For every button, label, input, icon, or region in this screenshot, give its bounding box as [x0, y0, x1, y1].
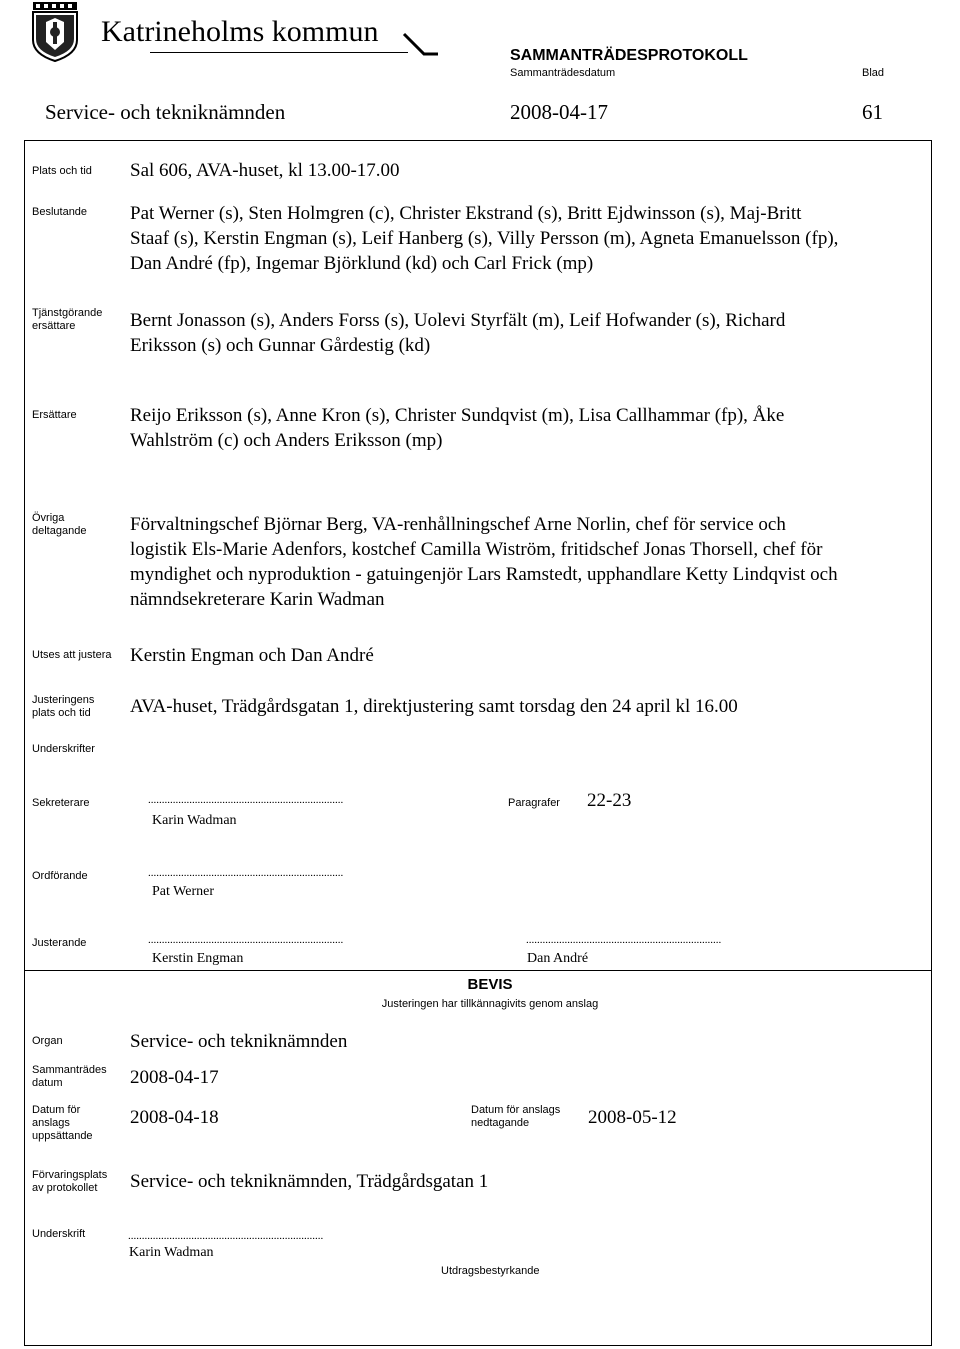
municipality-logo-text: Katrineholms kommun: [101, 15, 379, 48]
participant-line: myndighet och nyproduktion - gatuingenjör Lars Ramstedt, upphandlare Ketty Lindqvist och: [130, 564, 838, 585]
label-line: Datum för: [32, 1104, 81, 1116]
adjuster1-signature-line: .......................................................................: [148, 934, 344, 946]
substitute-line: Eriksson (s) och Gunnar Gårdestig (kd): [130, 335, 431, 356]
posted-date-value: 2008-04-18: [130, 1107, 219, 1128]
signatures-label: Underskrifter: [32, 743, 95, 755]
label-line: deltagande: [32, 525, 87, 537]
storage-value: Service- och tekniknämnden, Trädgårdsgatan 1: [130, 1171, 489, 1192]
chair-name: Pat Werner: [152, 884, 214, 899]
substitute-line: Wahlström (c) och Anders Eriksson (mp): [130, 430, 443, 451]
deciding-members: [130, 201, 838, 276]
label-line: av protokollet: [32, 1182, 98, 1194]
logo-swoosh-icon: [402, 32, 442, 58]
substitute-line: Bernt Jonasson (s), Anders Forss (s), Uolevi Styrfält (m), Leif Hofwander (s), Richard: [130, 310, 786, 331]
certificate-divider: [24, 970, 932, 971]
paragraphs-label: Paragrafer: [508, 797, 560, 809]
label-line: anslags: [32, 1117, 70, 1129]
label-line: ersättare: [32, 320, 76, 332]
organ-value: Service- och tekniknämnden: [130, 1031, 348, 1052]
label-line: nedtagande: [471, 1117, 530, 1129]
substitutes: [130, 403, 784, 453]
adjusters-value: Kerstin Engman och Dan André: [130, 645, 374, 666]
others-label: [32, 512, 86, 538]
adjuster2-signature-line: .......................................................................: [526, 934, 722, 946]
page-number: 61: [862, 100, 883, 124]
signature-label: Underskrift: [32, 1228, 86, 1240]
date-label: Sammanträdesdatum: [510, 67, 616, 79]
certificate-signature-line: .......................................................................: [128, 1230, 324, 1242]
adjuster-label: Justerande: [32, 937, 87, 949]
adjusters-label: Utses att justera: [32, 649, 112, 661]
substitute-line: Reijo Eriksson (s), Anne Kron (s), Christer Sundqvist (m), Lisa Callhammar (fp), Åke: [130, 405, 785, 426]
logo-underline: [150, 52, 408, 53]
place-value: Sal 606, AVA-huset, kl 13.00-17.00: [130, 160, 400, 181]
deciding-line: Staaf (s), Kerstin Engman (s), Leif Hanberg (s), Villy Persson (m), Agneta Emanuelsson (fp),: [130, 228, 839, 249]
adjuster1-name: Kerstin Engman: [152, 951, 244, 966]
storage-label: [32, 1169, 107, 1195]
label-line: Sammanträdes: [32, 1064, 107, 1076]
certificate-subtitle: Justeringen har tillkännagivits genom anslag: [381, 998, 599, 1010]
label-line: plats och tid: [32, 707, 91, 719]
substitutes-label: Ersättare: [32, 409, 77, 421]
page-label: Blad: [862, 67, 885, 79]
participant-line: nämndsekreterare Karin Wadman: [130, 589, 385, 610]
chair-label: Ordförande: [32, 870, 88, 882]
meeting-date: 2008-04-17: [510, 100, 608, 124]
certificate-signer-name: Karin Wadman: [129, 1245, 214, 1260]
removed-date-label: [471, 1104, 560, 1130]
serving-substitutes: [130, 308, 785, 358]
certificate-title: BEVIS: [467, 976, 513, 993]
label-line: datum: [32, 1077, 63, 1089]
paragraphs-value: 22-23: [587, 790, 632, 811]
deciding-line: Pat Werner (s), Sten Holmgren (c), Christer Ekstrand (s), Britt Ejdwinsson (s), Maj-Britt: [130, 203, 802, 224]
secretary-name: Karin Wadman: [152, 813, 237, 828]
other-participants: [130, 512, 838, 612]
municipality-coat-of-arms-icon: [30, 2, 80, 62]
label-line: Förvaringsplats: [32, 1169, 108, 1181]
place-label: Plats och tid: [32, 165, 92, 177]
chair-signature-line: .......................................................................: [148, 867, 344, 879]
deciding-label: Beslutande: [32, 206, 88, 218]
participant-line: Förvaltningschef Björnar Berg, VA-renhållningschef Arne Norlin, chef för service och: [130, 514, 786, 535]
label-line: Övriga: [32, 512, 65, 524]
adjust-place-label: [32, 694, 94, 720]
deciding-line: Dan André (fp), Ingemar Björklund (kd) och Carl Frick (mp): [130, 253, 594, 274]
label-line: uppsättande: [32, 1130, 93, 1142]
label-line: Justeringens: [32, 694, 95, 706]
committee-name: Service- och tekniknämnden: [45, 100, 286, 124]
secretary-signature-line: .......................................................................: [148, 794, 344, 806]
adjust-place-value: AVA-huset, Trädgårdsgatan 1, direktjustering samt torsdag den 24 april kl 16.00: [130, 696, 738, 717]
posted-date-label: [32, 1104, 93, 1143]
organ-label: Organ: [32, 1035, 63, 1047]
document-type: SAMMANTRÄDESPROTOKOLL: [510, 47, 748, 64]
label-line: Datum för anslags: [471, 1104, 561, 1116]
serving-substitutes-label: [32, 307, 102, 333]
removed-date-value: 2008-05-12: [588, 1107, 677, 1128]
adjuster2-name: Dan André: [527, 951, 589, 966]
label-line: Tjänstgörande: [32, 307, 103, 319]
meeting-date-label: [32, 1064, 107, 1090]
participant-line: logistik Els-Marie Adenfors, kostchef Camilla Wiström, fritidschef Jonas Thorsell, chef för: [130, 539, 823, 560]
secretary-label: Sekreterare: [32, 797, 90, 809]
meeting-date-value: 2008-04-17: [130, 1067, 219, 1088]
extract-certification-label: Utdragsbestyrkande: [441, 1265, 540, 1277]
